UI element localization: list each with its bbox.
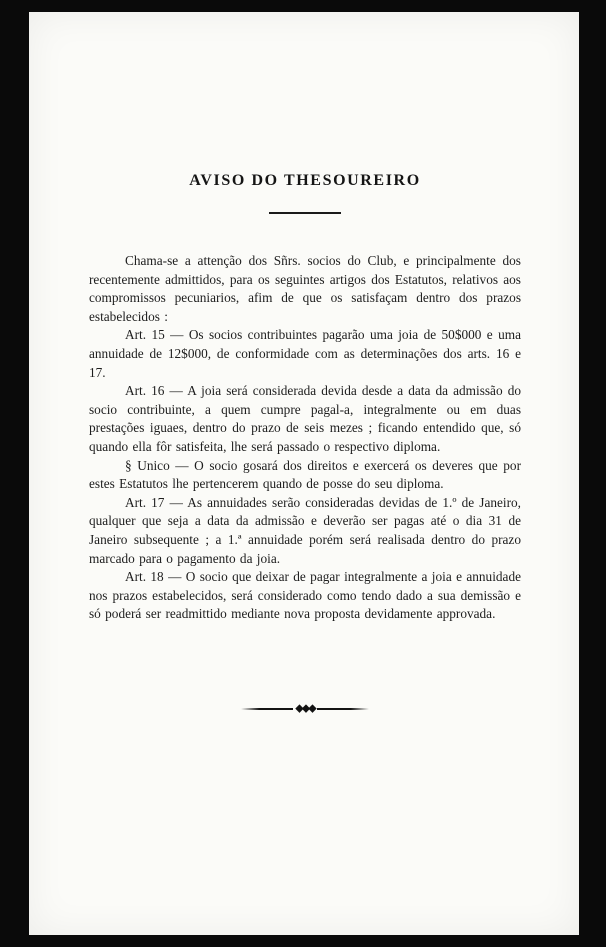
paragraph: Art. 18 — O socio que deixar de pagar integralmente a joia e annuidade nos prazos estabelecidos, será considerado como tendo dado a sua demissão e só poderá ser readmittido mediante nova proposta devidamente approvada. (89, 569, 521, 622)
paragraph: Chama-se a attenção dos Sñrs. socios do Club, e principalmente dos recentemente admittidos, para os seguintes artigos dos Estatutos, relativos aos compromissos pecuniarios, afim de que os satisfaçam dentro dos prazos estabelecidos : (89, 253, 521, 324)
paragraph: Art. 15 — Os socios contribuintes pagarão uma joia de 50$000 e uma annuidade de 12$000, de conformidade com as determinações dos arts. 16 e 17. (89, 327, 521, 380)
ornament-line-left (241, 708, 293, 710)
paragraph: Art. 17 — As annuidades serão consideradas devidas de 1.º de Janeiro, qualquer que seja a data da admissão e deverão ser pagas até o dia 31 de Janeiro subsequente ; a 1.ª annuidade porém será realisada dentro do prazo marcado para o pagamento da joia. (89, 494, 521, 566)
paragraph: § Unico — O socio gosará dos direitos e exercerá os deveres que por estes Estatutos lhe pertencerem quando de posse do seu diploma. (89, 457, 521, 492)
diamond-ornament-icon: ◆◆◆ (295, 702, 315, 715)
document-page (29, 12, 579, 935)
end-ornament (89, 704, 521, 715)
title-divider (269, 212, 341, 214)
ornament-line-right (317, 708, 369, 710)
page-title: AVISO DO THESOUREIRO (189, 172, 421, 189)
page-content (29, 12, 579, 715)
paragraph: Art. 16 — A joia será considerada devida desde a data da admissão do socio contribuinte, a quem cumpre pagal-a, integralmente ou em duas prestações iguaes, dentro do prazo de seis mezes ; ficando entendido que, só quando ella fôr satisfeita, lhe será passado o respectivo diploma. (89, 383, 521, 454)
document-body (89, 252, 521, 624)
